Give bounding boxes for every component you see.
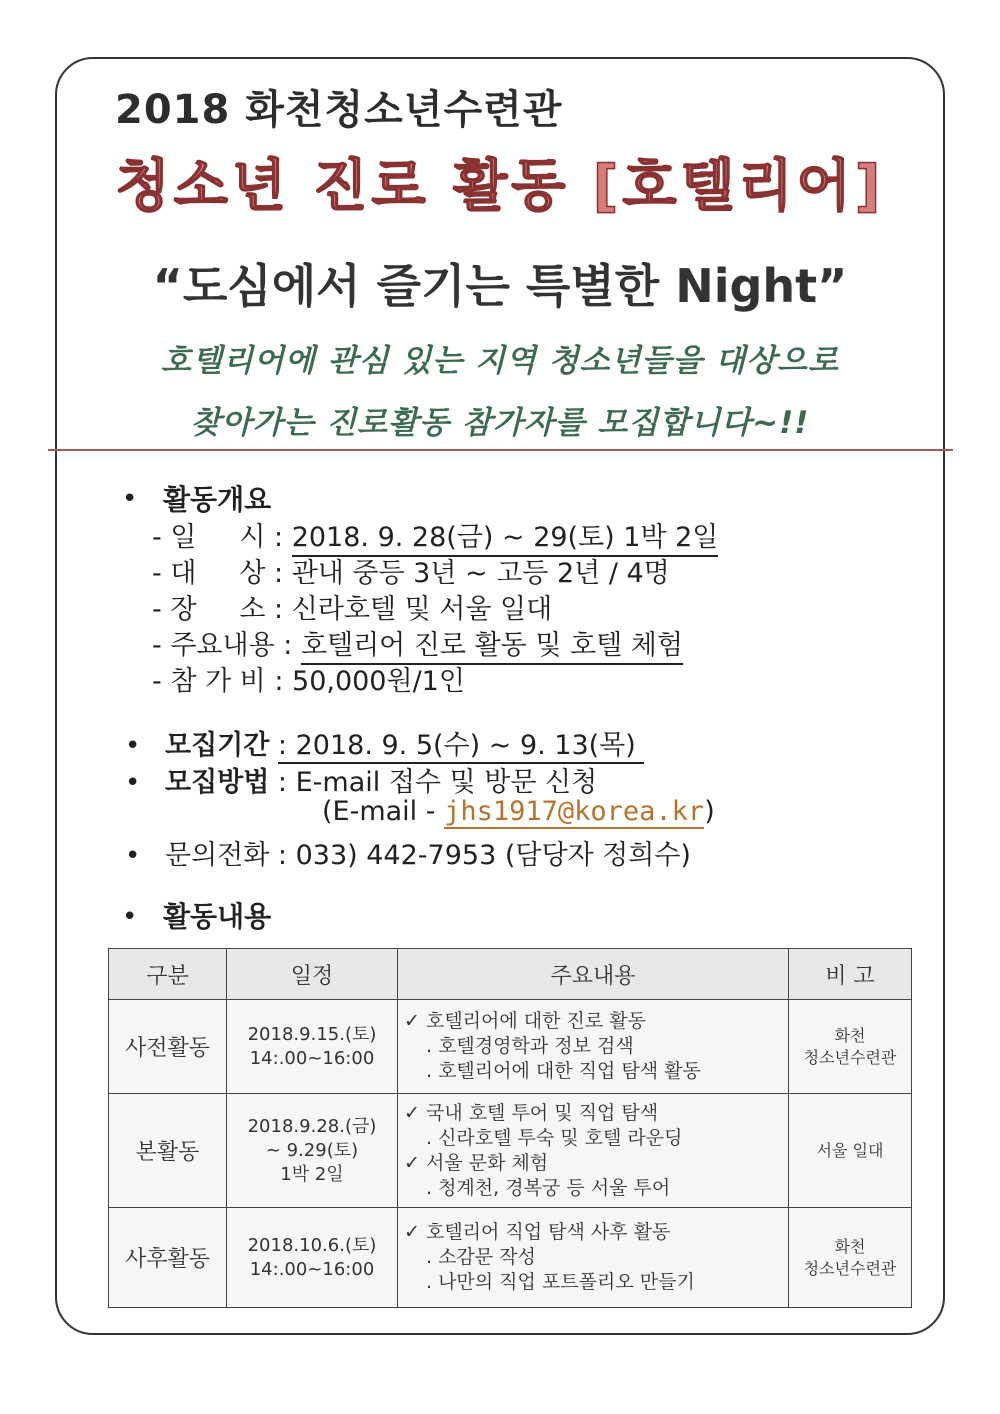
row-content (398, 1094, 789, 1208)
note-line: 화천 (834, 1025, 866, 1045)
content-main: ✓ 서울 문화 체험 (404, 1151, 549, 1174)
overview-date-value: 2018. 9. 28(금) ~ 29(토) 1박 2일 (292, 515, 719, 557)
column-header: 비 고 (789, 949, 912, 1000)
activities-table (108, 948, 912, 1308)
row-category: 사전활동 (109, 1000, 227, 1094)
overview-place-value: 신라호텔 및 서울 일대 (291, 594, 553, 625)
column-header: 일정 (227, 949, 398, 1000)
header-divider (48, 449, 953, 451)
note-line: 서울 일대 (816, 1140, 884, 1160)
contact-value: : 033) 442-7953 (담당자 정희수) (277, 840, 691, 871)
schedule-line: ~ 9.29(토) (265, 1139, 359, 1161)
contact-label: 문의전화 (165, 840, 270, 871)
content-sub: . 신라호텔 투숙 및 호텔 라운딩 (426, 1126, 683, 1149)
overview-heading: 활동개요 (163, 483, 272, 516)
schedule-line: 14:.00~16:00 (249, 1047, 375, 1069)
recruit-period-value: : 2018. 9. 5(수) ~ 9. 13(목) (278, 730, 644, 764)
overview-target (152, 551, 670, 590)
note-line: 화천 (834, 1236, 866, 1256)
row-note (789, 1000, 912, 1094)
content-sub: . 호텔리어에 대한 직업 탐색 활동 (426, 1060, 701, 1082)
row-schedule (227, 1208, 398, 1308)
content-main: ✓ 호텔리어 직업 탐색 사후 활동 (404, 1221, 671, 1243)
content-sub: . 나만의 직업 포트폴리오 만들기 (426, 1271, 695, 1293)
content-sub: . 호텔경영학과 정보 검색 (426, 1035, 634, 1057)
row-note (789, 1094, 912, 1208)
note-line: 청소년수련관 (803, 1047, 897, 1067)
schedule-line: 2018.9.15.(토) (247, 1023, 377, 1045)
row-schedule (227, 1094, 398, 1208)
org-title: 2018 화천청소년수련관 (115, 87, 563, 133)
row-category: 본활동 (109, 1094, 227, 1208)
table-header-row (109, 949, 912, 1000)
recruit-method-label: 모집방법 (165, 767, 270, 798)
row-schedule (227, 1000, 398, 1094)
row-content (398, 1000, 789, 1094)
subtitle-line-2: 찾아가는 진로활동 참가자를 모집합니다~!! (190, 405, 810, 441)
schedule-line: 2018.10.6.(토) (247, 1234, 377, 1256)
table-row (109, 1094, 912, 1208)
recruit-email-link[interactable]: jhs1917@korea.kr (444, 796, 705, 827)
overview-target-label: - 대 상 : (152, 558, 284, 589)
overview-fee-label: - 참 가 비 : (152, 666, 284, 697)
recruit-period-label: 모집기간 (165, 730, 270, 761)
bullet-icon: • (122, 484, 138, 514)
note-line: 청소년수련관 (803, 1258, 897, 1278)
content-sub: . 소감문 작성 (426, 1246, 536, 1268)
recruit-email-prefix: (E-mail - (322, 796, 445, 827)
content-main: ✓ 국내 호텔 투어 및 직업 탐색 (404, 1101, 659, 1124)
schedule-line: 14:.00~16:00 (249, 1258, 375, 1280)
recruit-method (165, 760, 597, 799)
overview-date-label: - 일 시 : (152, 522, 284, 553)
schedule-line: 2018.9.28.(금) (247, 1115, 377, 1137)
bullet-icon: • (125, 768, 141, 798)
row-content (398, 1208, 789, 1308)
content-main: ✓ 호텔리어에 대한 진로 활동 (404, 1010, 646, 1032)
program-title: 청소년 진로 활동 [호텔리어] (115, 154, 885, 219)
schedule-line: 1박 2일 (280, 1163, 344, 1185)
column-header: 주요내용 (398, 949, 789, 1000)
subtitle-line-1: 호텔리어에 관심 있는 지역 청소년들을 대상으로 (161, 343, 839, 379)
recruit-email-suffix: ) (704, 796, 715, 827)
overview-content-label: - 주요내용 : (152, 630, 293, 661)
bullet-icon: • (122, 902, 138, 932)
recruit-email-line (322, 796, 715, 827)
overview-fee-value: 50,000원/1인 (292, 666, 465, 697)
recruit-method-value: : E-mail 접수 및 방문 신청 (277, 767, 598, 798)
column-header: 구분 (109, 949, 227, 1000)
table-row (109, 1000, 912, 1094)
row-category: 사후활동 (109, 1208, 227, 1308)
contact-phone (165, 833, 691, 872)
program-slogan: “도심에서 즐기는 특별한 Night” (152, 259, 848, 313)
overview-place-label: - 장 소 : (152, 594, 284, 625)
content-sub: . 청계천, 경복궁 등 서울 투어 (426, 1176, 671, 1199)
overview-target-value: 관내 중등 3년 ~ 고등 2년 / 4명 (291, 558, 670, 589)
overview-content-value: 호텔리어 진로 활동 및 호텔 체험 (301, 623, 683, 665)
overview-fee (152, 659, 465, 698)
row-note (789, 1208, 912, 1308)
table-row (109, 1208, 912, 1308)
activities-heading: 활동내용 (163, 900, 272, 933)
recruit-period (165, 723, 644, 762)
bullet-icon: • (125, 731, 141, 761)
bullet-icon: • (125, 841, 141, 871)
overview-place (152, 587, 552, 626)
